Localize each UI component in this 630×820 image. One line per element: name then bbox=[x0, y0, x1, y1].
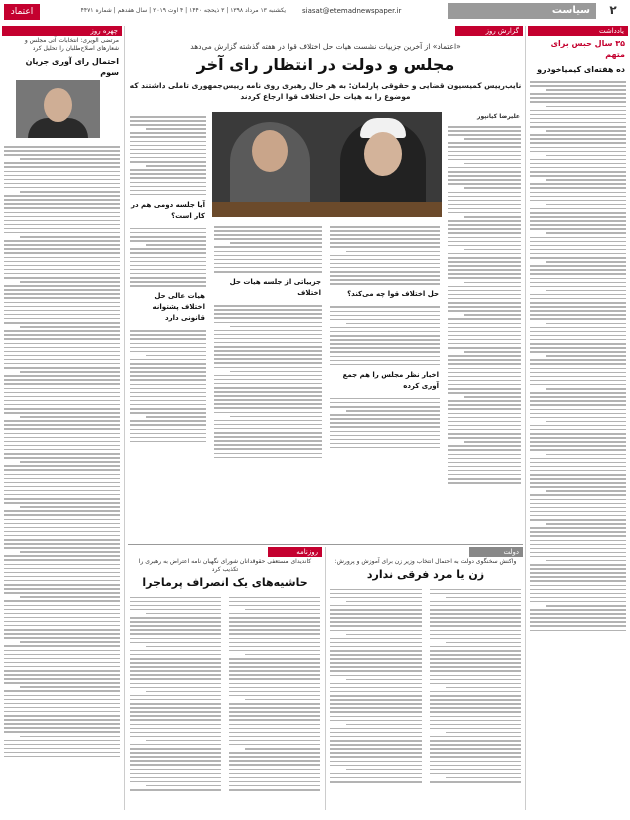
main-tag-area bbox=[128, 26, 523, 40]
right-column bbox=[528, 26, 628, 806]
column-divider bbox=[525, 26, 526, 810]
newspaper-logo: اعتماد bbox=[4, 4, 40, 20]
main-story-headline: مجلس و دولت در انتظار رای آخر bbox=[196, 55, 455, 74]
column-headline: ۳۵ سال حبس برای متهم bbox=[550, 39, 625, 59]
left-column-kicker: مرتضی الویری: انتخابات آتی مجلس و شعارهای اصلاح‌طلبان را تحلیل کرد bbox=[24, 37, 119, 52]
lower-left-tag: روزنامه bbox=[268, 547, 322, 557]
left-column-tag: چهره روز bbox=[2, 26, 122, 36]
byline: عليرضا كيانپور bbox=[477, 113, 520, 120]
lower-left-kicker: کاندیدای مستعفی حقوقدانان شورای نگهبان نامه اعتراض به رهبری را تکذیب کرد bbox=[138, 558, 312, 573]
lower-left-story bbox=[128, 547, 322, 810]
section-email[interactable]: siasat@etemadnewspaper.ir bbox=[302, 7, 402, 15]
lower-right-tag: دولت bbox=[469, 547, 523, 557]
author-portrait bbox=[16, 80, 100, 138]
left-column bbox=[2, 26, 122, 810]
left-column-headline: احتمال رای آوری جریان سوم bbox=[25, 57, 119, 77]
main-story-tag: گزارش روز bbox=[455, 26, 523, 36]
lower-right-story bbox=[328, 547, 523, 810]
lower-right-headline: زن یا مرد فرقی ندارد bbox=[366, 568, 485, 581]
page-number: ۲ bbox=[609, 3, 617, 17]
page-header bbox=[0, 0, 630, 24]
main-story-col-2 bbox=[328, 222, 442, 542]
column-subhead: ده هفته‌ای کیمیاخودرو bbox=[537, 65, 625, 74]
main-story-col-4 bbox=[128, 112, 208, 542]
section-divider bbox=[128, 544, 523, 545]
column-divider-lower bbox=[325, 547, 326, 810]
main-story-subhead: نایب‌رییس کمیسیون قضایی و حقوقی پارلمان: به هر حال رهبری روی نامه رییس‌جمهوری تاملی داشتند که موضوع را به هیات حل اختلاف قوا ارجاع کردند bbox=[129, 81, 522, 101]
subhead-legal-basis: هیات عالی حل اختلاف پشتوانه قانونی دارد bbox=[152, 292, 205, 323]
subhead-parliament-view: اخبار نظر مجلس را هم جمع آوری کرده bbox=[342, 370, 439, 390]
dateline: یکشنبه ۱۳ مرداد ۱۳۹۸ | ۳ ذیحجه ۱۴۴۰ | ۴ اوت ۲۰۱۹ | سال هفدهم | شماره ۴۴۷۱ bbox=[80, 7, 286, 14]
main-story-col-3 bbox=[212, 222, 324, 542]
column-body bbox=[528, 81, 628, 631]
subhead-second-session: آیا جلسه دومی هم در کار است؟ bbox=[131, 200, 205, 220]
main-story-photo bbox=[212, 112, 442, 217]
lower-left-headline: حاشیه‌های یک انصراف پرماجرا bbox=[142, 576, 308, 589]
main-story-kicker: «اعتماد» از آخرین جزییات نشست هیات حل اختلاف قوا در هفته گذشته گزارش می‌دهد bbox=[190, 42, 461, 51]
column-tag: یادداشت bbox=[528, 26, 628, 36]
main-story-col-1 bbox=[446, 112, 523, 542]
subhead-what-it-does: حل اختلاف قوا چه می‌کند؟ bbox=[347, 290, 439, 299]
section-title: سیاست bbox=[448, 3, 596, 19]
subhead-session-details: جزییاتی از جلسه هیات حل اختلاف bbox=[229, 278, 321, 298]
column-divider-left bbox=[124, 26, 125, 810]
lower-right-kicker: واکنش سخنگوی دولت به احتمال انتخاب وزیر زن برای آموزش و پرورش: bbox=[334, 558, 517, 565]
